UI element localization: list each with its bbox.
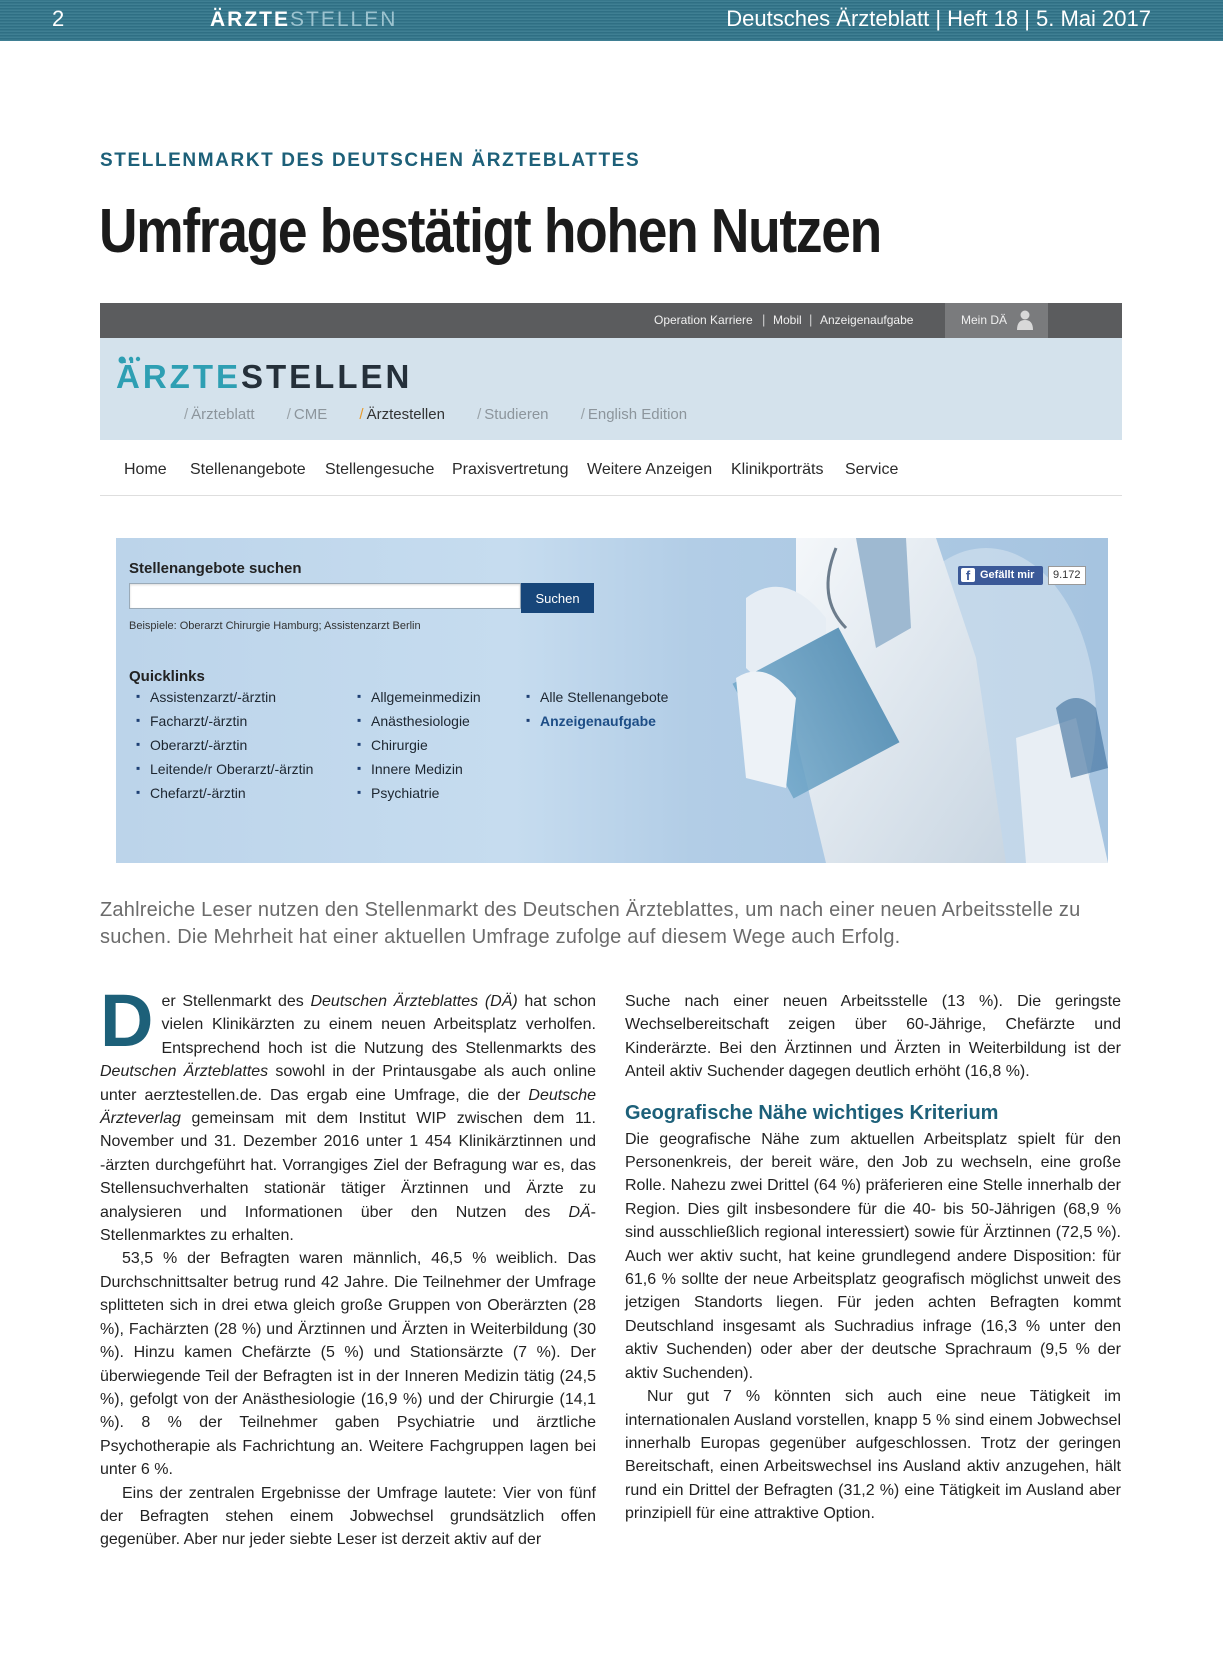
body-paragraph-3: Eins der zentralen Ergebnisse der Umfrage lautete: Vier von fünf der Befragten stehen einem Jobwechsel grundsätzlich offen gegenüber. Aber nur jeder siebte Leser ist derzeit aktiv auf der (100, 1484, 596, 1549)
top-link-separator: | (762, 312, 766, 327)
header-logo-part1: ÄRZTE (210, 8, 290, 31)
quicklink-item[interactable]: ▪ Innere Medizin (371, 761, 463, 777)
site-logo[interactable] (116, 358, 412, 396)
subheading: Geografische Nähe wichtiges Kriterium (625, 1101, 999, 1124)
body-paragraph-6: Nur gut 7 % könnten sich auch eine neue Tätigkeit im internationalen Ausland vorstellen, knapp 5 % sind einem Jobwechsel innerhalb Europas gegenüber aufgeschlossen. Trotz der geringen Bereitschaft, einen Arbeitswechsel ins Ausland aktiv anzugehen, hält rund ein Drittel der Befragten (31,2 %) eine Tätigkeit im Ausland aber prinzipiell für eine attraktive Option. (625, 1388, 1121, 1523)
quicklink-item[interactable]: ▪ Allgemeinmedizin (371, 689, 481, 705)
nav-klinikportraets[interactable]: Klinikporträts (731, 461, 824, 478)
nav-service[interactable]: Service (845, 461, 899, 478)
top-link-anzeigenaufgabe[interactable]: Anzeigenaufgabe (820, 313, 914, 327)
header-band (0, 0, 1223, 41)
quicklinks-title: Quicklinks (129, 668, 205, 685)
quicklink-item[interactable]: ▪ Anästhesiologie (371, 713, 470, 729)
facebook-like-label: Gefällt mir (980, 569, 1035, 581)
page-number: 2 (52, 6, 65, 31)
facebook-like-count: 9.172 (1048, 566, 1086, 585)
doctor-photo (676, 538, 1108, 863)
mein-da-label: Mein DÄ (961, 313, 1008, 327)
quicklink-item[interactable]: ▪ Oberarzt/-ärztin (150, 737, 247, 753)
header-logo (210, 8, 397, 32)
body-column-left (100, 979, 597, 1552)
facebook-icon: f (961, 568, 975, 582)
search-title: Stellenangebote suchen (129, 560, 302, 577)
quicklink-item[interactable]: ▪ Psychiatrie (371, 785, 439, 801)
sub-nav-item-aerztestellen[interactable]: / Ärztestellen (359, 406, 445, 423)
lead-text: Zahlreiche Leser nutzen den Stellenmarkt des Deutschen Ärzteblattes, um nach einer neuen Arbeitsstelle zu suchen. Die Mehrheit hat einer aktuellen Umfrage zufolge auf diesem Wege auch Erfolg. (100, 899, 1081, 948)
site-main-nav (100, 453, 1122, 496)
body-column-right (625, 990, 1121, 1526)
top-link-operation-karriere[interactable]: Operation Karriere (654, 313, 753, 327)
search-hero (116, 538, 1108, 863)
header-logo-part2: STELLEN (290, 8, 398, 31)
search-examples: Beispiele: Oberarzt Chirurgie Hamburg; Assistenzarzt Berlin (129, 620, 421, 632)
site-sub-nav (184, 406, 715, 423)
quicklink-item[interactable]: ▪ Facharzt/-ärztin (150, 713, 247, 729)
nav-weitere-anzeigen[interactable]: Weitere Anzeigen (587, 461, 713, 478)
quicklink-item[interactable]: ▪ Assistenzarzt/-ärztin (150, 689, 276, 705)
quicklink-item[interactable]: ▪ Alle Stellenangebote (540, 689, 668, 705)
quicklink-anzeigenaufgabe[interactable]: ▪ Anzeigenaufgabe (540, 713, 656, 729)
site-logo-part2: STELLEN (241, 358, 413, 395)
quicklink-item[interactable]: ▪ Chirurgie (371, 737, 428, 753)
headline: Umfrage bestätigt hohen Nutzen (99, 197, 881, 266)
sub-nav-item-cme[interactable]: / CME (286, 406, 328, 423)
body-paragraph-5: Die geografische Nähe zum aktuellen Arbeitsplatz spielt für den Personenkreis, der bereit wäre, den Job zu wechseln, eine große Rolle. Nahezu zwei Drittel (64 %) präferieren eine Stelle innerhalb der Region. Dies gilt insbesondere für die 40- bis 50-Jährigen (68,9 % sind ausschließlich regional interessiert) sowie für Ärztinnen (72,5 %). Auch wer aktiv sucht, hat keine grundlegend andere Disposition: für 61,6 % sollte der neue Arbeitsplatz geografisch möglichst unweit des jetzigen Standorts liegen. Für jeden achten Befragten kommt Deutschland insgesamt als Suchradius infrage (16,3 % unter den aktiv Suchenden) oder aber der deutsche Sprachraum (9,5 % der aktiv Suchenden). (625, 1130, 1121, 1382)
quicklink-item[interactable]: ▪ Chefarzt/-ärztin (150, 785, 246, 801)
top-link-mobil[interactable]: Mobil (773, 313, 802, 327)
user-icon (1017, 310, 1033, 335)
top-link-separator: | (809, 312, 813, 327)
sub-nav-item-studieren[interactable]: / Studieren (477, 406, 549, 423)
quicklink-item[interactable]: ▪ Leitende/r Oberarzt/-ärztin (150, 761, 313, 777)
body-paragraph-4: Suche nach einer neuen Arbeitsstelle (13 %). Die geringste Wechselbereitschaft zeigen über 60-Jährige, Chefärzte und Kinderärzte. Bei den Ärztinnen und Ärzten in Weiterbildung ist der Anteil aktiv Suchender dagegen deutlich erhöht (16,8 %). (625, 993, 1121, 1081)
search-button[interactable]: Suchen (521, 583, 594, 613)
body-paragraph-1: Der Stellenmarkt des Deutschen Ärzteblattes (DÄ) hat schon vielen Klinikärzten zu einem neuen Arbeitsplatz verholfen. Entsprechend hoch ist die Nutzung des Stellenmarkts des Deutschen Ärzteblattes sowohl in der Printausgabe als auch online unter aerztestellen.de. Das ergab eine Umfrage, die der Deutsche Ärzteverlag gemeinsam mit dem Institut WIP zwischen dem 11. November und 31. Dezember 2016 unter 1 454 Klinikärztinnen und -ärzten durchgeführt hat. Vorrangiges Ziel der Befragung war es, das Stellensuchverhalten stationär tätiger Ärztinnen und Ärzte zu analysieren und Informationen über den Nutzen des DÄ-Stellenmarktes zu erhalten. (100, 979, 597, 1245)
search-input[interactable] (129, 583, 521, 609)
section-label: STELLENMARKT DES DEUTSCHEN ÄRZTEBLATTES (100, 150, 641, 171)
facebook-like-button[interactable] (958, 566, 1043, 585)
nav-home[interactable]: Home (124, 461, 167, 478)
site-top-bar (100, 303, 1122, 338)
issue-line: Deutsches Ärzteblatt | Heft 18 | 5. Mai 2017 (726, 6, 1151, 31)
nav-stellenangebote[interactable]: Stellenangebote (190, 461, 306, 478)
sub-nav-item-aerzteblatt[interactable]: / Ärzteblatt (184, 406, 255, 423)
site-logo-part1: ÄRZTE (116, 358, 241, 395)
body-paragraph-2: 53,5 % der Befragten waren männlich, 46,5 % weiblich. Das Durchschnittsalter betrug rund 42 Jahre. Die Teilnehmer der Umfrage splitteten sich in drei etwa gleich große Gruppen von Oberärzten (28 %), Fachärzten (28 %) und Ärztinnen und Ärzten in Weiterbildung (30 %). Hinzu kamen Chefärzte (5 %) und Stationsärzte (7 %). Der überwiegende Teil der Befragten ist in der Inneren Medizin tätig (24,5 %), gefolgt von der Anästhesiologie (16,9 %) und der Chirurgie (14,1 %). 8 % der Teilnehmer gaben Psychiatrie und ärztliche Psychotherapie als Fachrichtung an. Weitere Fachgruppen lagen bei unter 6 %. (100, 1250, 596, 1479)
site-brand-area (100, 338, 1122, 440)
sub-nav-item-english-edition[interactable]: / English Edition (580, 406, 688, 423)
website-screenshot (100, 303, 1122, 863)
mein-da-button[interactable] (945, 303, 1048, 338)
nav-praxisvertretung[interactable]: Praxisvertretung (452, 461, 569, 478)
drop-cap: D (100, 979, 154, 1062)
nav-stellengesuche[interactable]: Stellengesuche (325, 461, 435, 478)
